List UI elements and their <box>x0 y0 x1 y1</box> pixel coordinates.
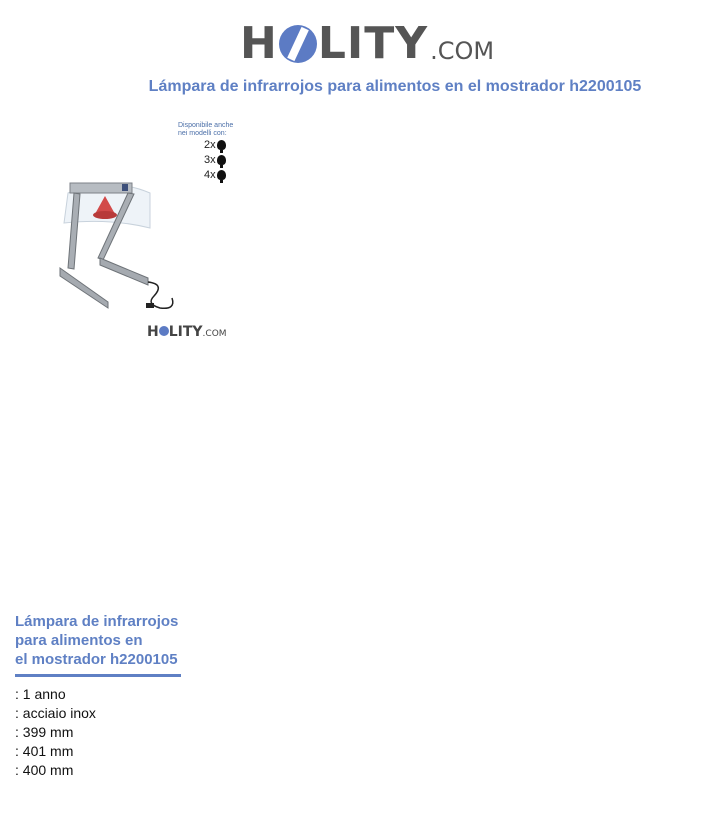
logo-o-icon <box>279 25 317 63</box>
bulb-option-label: 4x <box>204 169 216 181</box>
bulb-option <box>204 169 226 181</box>
bulb-option <box>204 139 226 151</box>
availability-line: nei modelli con: <box>178 130 227 137</box>
bulb-icon <box>217 170 226 180</box>
watermark-o-icon <box>159 326 169 336</box>
bulb-option <box>204 154 226 166</box>
page-title: Lámpara de infrarrojos para alimentos en el mostrador h2200105 <box>148 78 642 95</box>
logo-suffix: .COM <box>430 37 495 65</box>
watermark-logo <box>147 324 227 340</box>
brand-logo[interactable] <box>240 14 495 69</box>
bulb-icon <box>217 140 226 150</box>
product-heading-line: Lámpara de infrarrojos <box>15 613 179 630</box>
logo-text-left: H <box>240 18 278 69</box>
spec-item: : 1 anno <box>15 686 66 702</box>
product-heading-line: el mostrador h2200105 <box>15 651 178 668</box>
heading-underline <box>15 674 181 677</box>
lamp-illustration <box>50 118 240 343</box>
watermark-text-right: LITY <box>168 324 203 340</box>
product-heading-line: para alimentos en <box>15 632 143 649</box>
product-image <box>50 118 240 343</box>
bulb-option-label: 3x <box>204 154 216 166</box>
availability-note <box>178 122 233 138</box>
availability-line: Disponibile anche <box>178 122 234 129</box>
spec-item: : 399 mm <box>15 724 74 740</box>
bulb-icon <box>217 155 226 165</box>
product-heading <box>15 612 195 669</box>
spec-item: : 401 mm <box>15 743 74 759</box>
watermark-suffix: .COM <box>202 329 227 339</box>
watermark-text-left: H <box>147 324 159 340</box>
bulb-option-label: 2x <box>204 139 216 151</box>
spec-item: : acciaio inox <box>15 705 96 721</box>
logo-text-right: LITY <box>317 18 429 69</box>
spec-item: : 400 mm <box>15 762 74 778</box>
spec-list <box>15 685 96 780</box>
